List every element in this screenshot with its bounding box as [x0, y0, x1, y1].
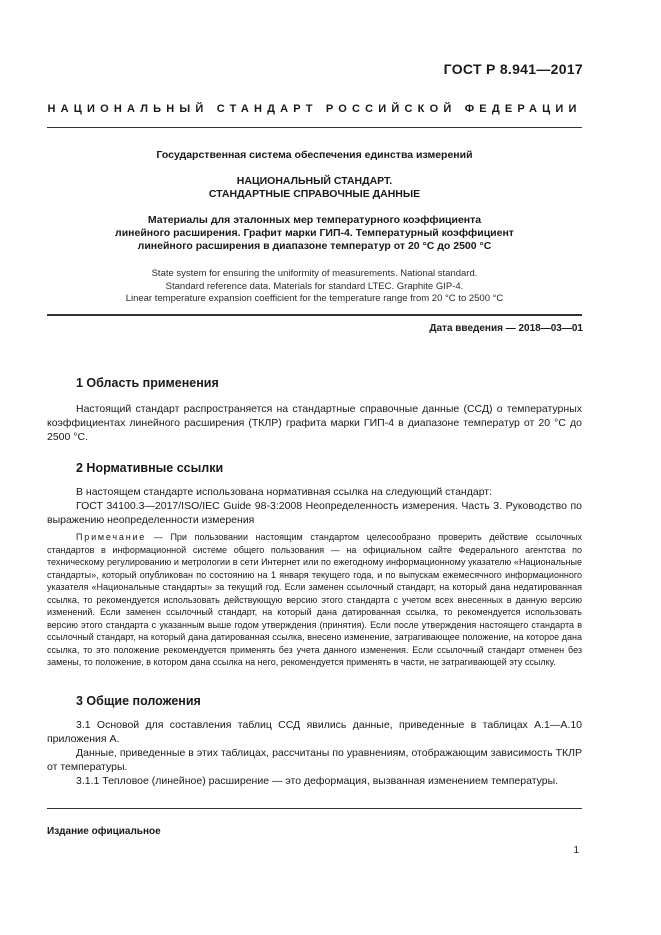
- official-edition: Издание официальное: [47, 826, 161, 837]
- national-standard-header: НАЦИОНАЛЬНЫЙ СТАНДАРТ РОССИЙСКОЙ ФЕДЕРАЦИИ: [47, 103, 582, 115]
- nat-std-line-1: НАЦИОНАЛЬНЫЙ СТАНДАРТ.: [236, 175, 393, 187]
- title-bottom-rule: [47, 314, 582, 316]
- title-line-2: линейного расширения. Графит марки ГИП-4. Температурный коэффициент: [115, 227, 514, 239]
- section-1-heading: 1 Область применения: [76, 376, 219, 390]
- section-3-paragraph-3: 3.1.1 Тепловое (линейное) расширение — это деформация, вызванная изменением температуры.: [76, 775, 559, 787]
- gss-line: Государственная система обеспечения единства измерений: [156, 149, 473, 161]
- section-3-paragraph-1: 3.1 Основой для составления таблиц ССД явились данные, приведенные в таблицах А.1—А.10 приложения А.: [47, 719, 582, 745]
- intro-date: Дата введения — 2018—03—01: [429, 323, 583, 334]
- title-line-1: Материалы для эталонных мер температурного коэффициента: [147, 214, 482, 226]
- title-line-3: линейного расширения в диапазоне температур от 20 °С до 2500 °С: [137, 240, 492, 252]
- top-rule: [47, 127, 582, 128]
- note-label: Примечание: [76, 532, 147, 542]
- section-3-heading: 3 Общие положения: [76, 694, 201, 708]
- section-2-paragraph-1: В настоящем стандарте использована нормативная ссылка на следующий стандарт:: [76, 486, 493, 498]
- section-2-note: [47, 531, 582, 669]
- note-text: — При пользовании настоящим стандартом целесообразно проверить действие ссылочных стандартов в информационной системе общего пользования — на официальном сайте Федерального агентства по техническому регулированию и метрологии в сети Интернет или по ежегодному информационному указателю «Национальные стандарты», который опубликован по состоянию на 1 января текущего года, и по выпускам ежемесячного информационного указателя «Национальные стандарты» за текущий год. Если заменен ссылочный стандарт, на который дана недатированная ссылка, то рекомендуется использовать действующую версию этого стандарта с учетом всех внесенных в данную версию изменений. Если заменен ссылочный стандарт, на который дана датированная ссылка, то рекомендуется использовать версию этого стандарта с указанным выше годом утверждения (принятия). Если после утверждения настоящего стандарта в ссылочный стандарт, на который дана датированная ссылка, внесено изменение, затрагивающее положение, на которое дана ссылка, то это положение рекомендуется применять без учета данного изменения. Если ссылочный стандарт отменен без замены, то положение, в котором дана ссылка на него, рекомендуется применять в части, не затрагивающей эту ссылку.: [47, 532, 582, 667]
- english-title-line-3: Linear temperature expansion coefficient for the temperature range from 20 °C to 2500 °C: [125, 293, 504, 304]
- section-2-heading: 2 Нормативные ссылки: [76, 461, 224, 475]
- document-title: [47, 214, 582, 253]
- section-2-reference: ГОСТ 34100.3—2017/ISO/IEC Guide 98-3:2008 Неопределенность измерения. Часть 3. Руководство по выражению неопределенности измерения: [47, 500, 582, 526]
- section-3-paragraph-2: Данные, приведенные в этих таблицах, рассчитаны по уравнениям, отображающим зависимость ТКЛР от температуры.: [47, 747, 582, 773]
- gost-number: ГОСТ Р 8.941—2017: [443, 61, 583, 77]
- english-title-line-2: Standard reference data. Materials for standard LTEC. Graphite GIP-4.: [165, 280, 464, 292]
- page-number: 1: [573, 845, 579, 856]
- english-title-line-1: State system for ensuring the uniformity of measurements. National standard.: [151, 268, 478, 279]
- english-title: [47, 268, 582, 306]
- national-standard-title: [47, 175, 582, 201]
- footer-rule: [47, 808, 582, 809]
- nat-std-line-2: СТАНДАРТНЫЕ СПРАВОЧНЫЕ ДАННЫЕ: [208, 188, 421, 200]
- section-1-text: Настоящий стандарт распространяется на стандартные справочные данные (ССД) о температурных коэффициентах линейного расширения (ТКЛР) графита марки ГИП-4 в диапазоне температур от 20 °С до 2500 °С.: [47, 403, 582, 443]
